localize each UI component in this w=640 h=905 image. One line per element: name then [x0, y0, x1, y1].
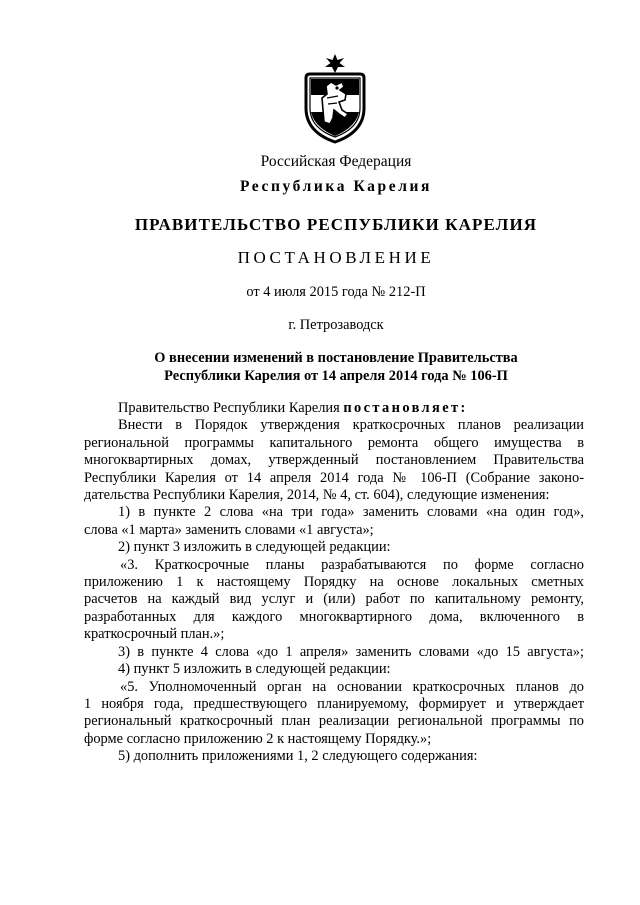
karelia-coat-of-arms-emblem [298, 52, 372, 144]
body-line: форме согласно приложению 2 к настоящему Порядку.»; [84, 730, 432, 747]
body-line: разработанных для каждого многоквартирного дома, включенного в [84, 608, 584, 625]
subject-line: О внесении изменений в постановление Правительства [154, 350, 518, 366]
decree-subject [0, 349, 640, 385]
body-line: «3. Краткосрочные планы разрабатываются по форме согласно [120, 556, 584, 573]
subject-line: Республики Карелия от 14 апреля 2014 года № 106-П [164, 368, 508, 384]
body-line: Внести в Порядок утверждения краткосрочных планов реализации [118, 417, 584, 434]
body-line: слова «1 марта» заменить словами «1 августа»; [84, 521, 374, 538]
body-line: дательства Республики Карелия, 2014, № 4, ст. 604), следующие изменения: [84, 487, 550, 504]
body-line: Республики Карелия от 14 апреля 2014 года № 106-П (Собрание законо- [84, 469, 584, 486]
body-line: 4) пункт 5 изложить в следующей редакции: [118, 661, 391, 678]
decree-body [84, 400, 584, 766]
body-line: 1) в пункте 2 слова «на три года» заменить словами «на один год», [118, 504, 584, 521]
body-line: региональный краткосрочный план реализации региональной программы по [84, 713, 584, 730]
republic-name: Республика Карелия [239, 178, 433, 195]
document-type: ПОСТАНОВЛЕНИЕ [237, 248, 435, 267]
intro-text: Правительство Республики Карелия [118, 400, 344, 416]
body-line: 3) в пункте 4 слова «до 1 апреля» заменить словами «до 15 августа»; [118, 643, 584, 660]
country-name: Российская Федерация [260, 153, 412, 170]
body-line: региональной программы капитального ремонта общего имущества в [84, 434, 584, 451]
body-line: 2) пункт 3 изложить в следующей редакции: [118, 539, 391, 556]
city-name: г. Петрозаводск [288, 317, 384, 333]
body-line: расчетов на каждый вид услуг и (или) работ по капитальному ремонту, [84, 591, 584, 608]
body-line: «5. Уполномоченный орган на основании краткосрочных планов до [120, 678, 584, 695]
body-line: краткосрочный план.»; [84, 626, 225, 643]
decree-date-number: от 4 июля 2015 года № 212-П [246, 284, 426, 300]
government-title: ПРАВИТЕЛЬСТВО РЕСПУБЛИКИ КАРЕЛИЯ [134, 215, 538, 234]
intro-paragraph [84, 400, 584, 417]
body-line: 5) дополнить приложениями 1, 2 следующего содержания: [118, 748, 478, 765]
body-line: 1 ноября года, предшествующего планируемому, формирует и утверждает [84, 695, 584, 712]
body-line: приложению 1 к настоящему Порядку на основе локальных сметных [84, 574, 584, 591]
body-line: многоквартирных домах, утвержденный постановлением Правительства [84, 452, 584, 469]
intro-verb: постановляет: [343, 400, 468, 416]
